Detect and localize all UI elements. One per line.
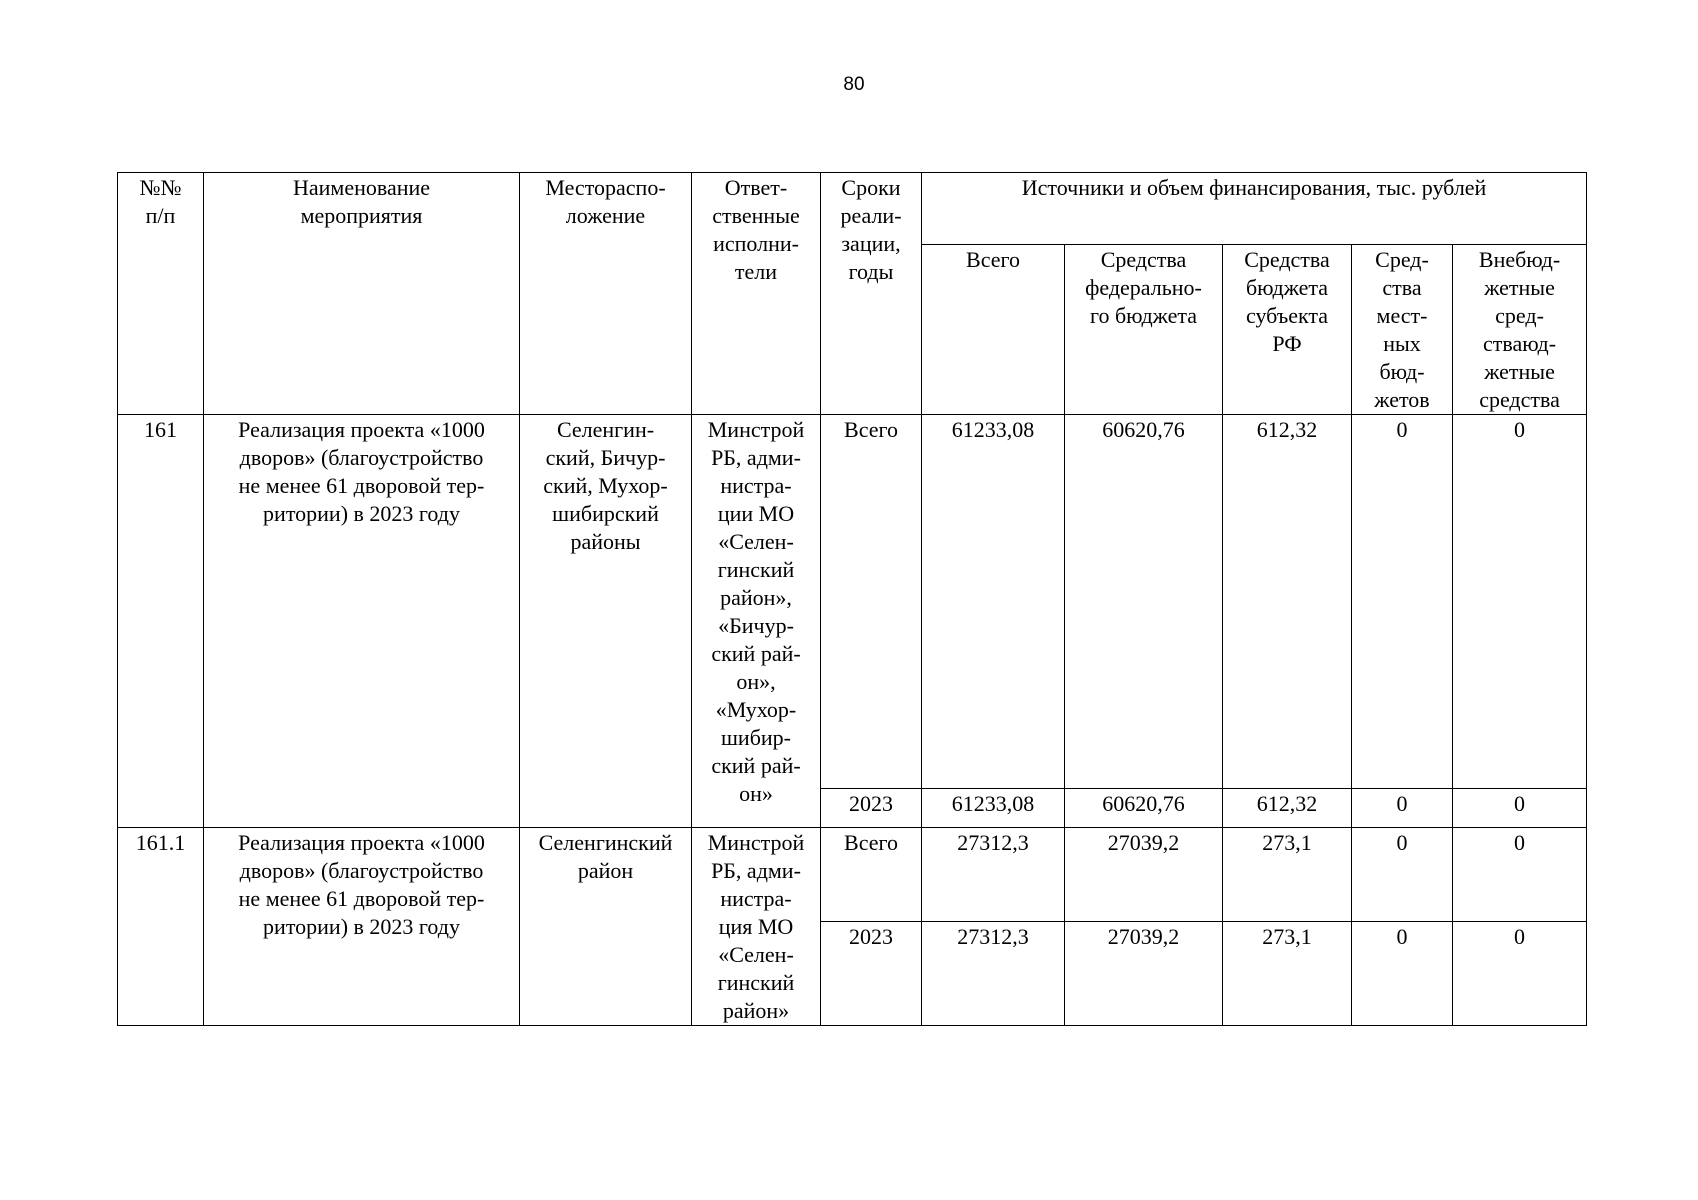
header-num: №№ п/п bbox=[118, 173, 204, 415]
row-local: 0 bbox=[1352, 921, 1453, 1025]
row-local: 0 bbox=[1352, 415, 1453, 789]
row-local: 0 bbox=[1352, 828, 1453, 922]
header-extrabudget: Внебюд- жетные сред- стваюд- жетные средства bbox=[1453, 245, 1587, 415]
row-term: 2023 bbox=[821, 789, 922, 828]
row-location: Селенгинский район bbox=[520, 828, 692, 1026]
row-federal: 27039,2 bbox=[1065, 828, 1223, 922]
header-row-top bbox=[118, 173, 1587, 245]
row-num: 161.1 bbox=[118, 828, 204, 1026]
row-extrabudget: 0 bbox=[1453, 921, 1587, 1025]
row-subject: 273,1 bbox=[1223, 921, 1352, 1025]
row-term: 2023 bbox=[821, 921, 922, 1025]
header-federal: Средства федерально- го бюджета bbox=[1065, 245, 1223, 415]
header-local: Сред- ства мест- ных бюд- жетов bbox=[1352, 245, 1453, 415]
row-federal: 27039,2 bbox=[1065, 921, 1223, 1025]
header-terms: Сроки реали- зации, годы bbox=[821, 173, 922, 415]
header-sources: Источники и объем финансирования, тыс. рублей bbox=[922, 173, 1587, 245]
row-subject: 612,32 bbox=[1223, 415, 1352, 789]
row-name: Реализация проекта «1000 дворов» (благоустройство не менее 61 дворовой тер- ритории) в 2023 году bbox=[204, 415, 520, 828]
row-extrabudget: 0 bbox=[1453, 789, 1587, 828]
row-term: Всего bbox=[821, 415, 922, 789]
row-extrabudget: 0 bbox=[1453, 828, 1587, 922]
row-name: Реализация проекта «1000 дворов» (благоустройство не менее 61 дворовой тер- ритории) в 2023 году bbox=[204, 828, 520, 1026]
row-total: 27312,3 bbox=[922, 921, 1065, 1025]
row-total: 61233,08 bbox=[922, 415, 1065, 789]
row-term: Всего bbox=[821, 828, 922, 922]
table-row bbox=[118, 415, 1587, 789]
header-subject: Средства бюджета субъекта РФ bbox=[1223, 245, 1352, 415]
table-row bbox=[118, 828, 1587, 922]
row-federal: 60620,76 bbox=[1065, 789, 1223, 828]
row-total: 27312,3 bbox=[922, 828, 1065, 922]
row-location: Селенгин- ский, Бичур- ский, Мухор- шибирский районы bbox=[520, 415, 692, 828]
header-name: Наименование мероприятия bbox=[204, 173, 520, 415]
row-federal: 60620,76 bbox=[1065, 415, 1223, 789]
header-total: Всего bbox=[922, 245, 1065, 415]
row-local: 0 bbox=[1352, 789, 1453, 828]
row-subject: 273,1 bbox=[1223, 828, 1352, 922]
header-executors: Ответ- ственные исполни- тели bbox=[692, 173, 821, 415]
row-subject: 612,32 bbox=[1223, 789, 1352, 828]
row-executors: Минстрой РБ, адми- нистра- ция МО «Селен- гинский район» bbox=[692, 828, 821, 1026]
header-location: Местораспо- ложение bbox=[520, 173, 692, 415]
financing-table bbox=[117, 172, 1587, 1026]
row-executors: Минстрой РБ, адми- нистра- ции МО «Селен- гинский район», «Бичур- ский рай- он», «Мухор- шибир- ский рай- он» bbox=[692, 415, 821, 828]
row-extrabudget: 0 bbox=[1453, 415, 1587, 789]
page-number: 80 bbox=[843, 74, 865, 95]
row-num: 161 bbox=[118, 415, 204, 828]
row-total: 61233,08 bbox=[922, 789, 1065, 828]
